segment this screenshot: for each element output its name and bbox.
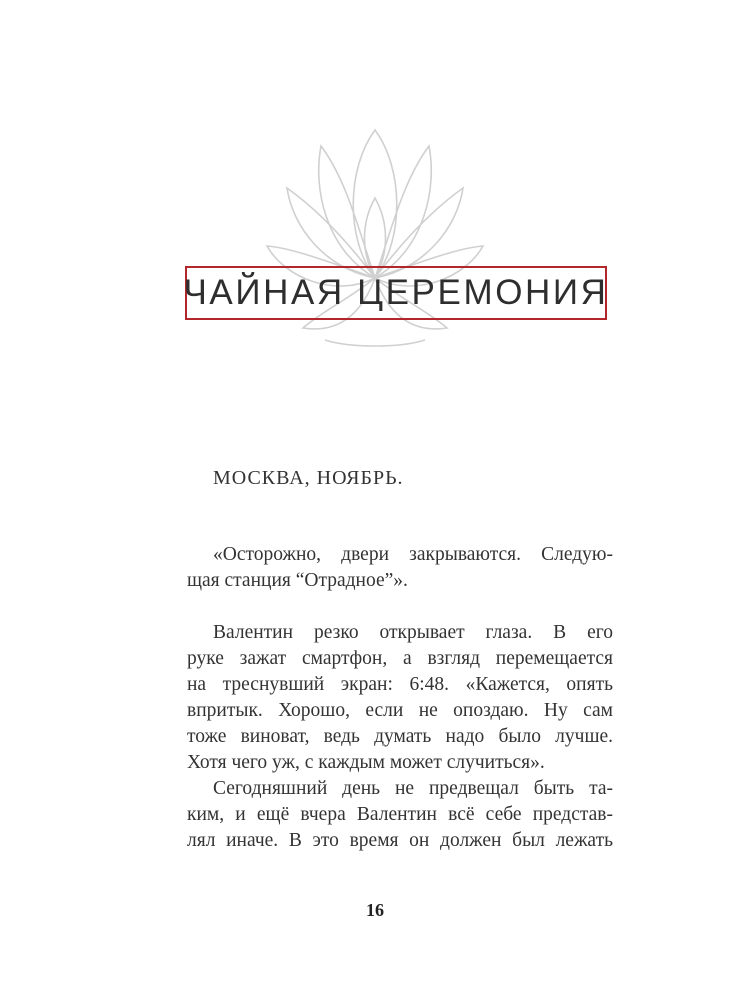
text-line: впритык. Хорошо, если не опоздаю. Ну сам bbox=[187, 700, 613, 721]
text-line: Валентин резко открывает глаза. В его bbox=[213, 622, 613, 643]
text-line: Хотя чего уж, с каждым может случиться». bbox=[187, 752, 545, 773]
body-paragraph bbox=[187, 620, 613, 854]
text-line: лял иначе. В это время он должен был лежать bbox=[187, 830, 613, 851]
opening-quote bbox=[187, 542, 613, 594]
text-line: щая станция “Отрадное”». bbox=[187, 570, 408, 591]
text-line: на треснувший экран: 6:48. «Кажется, опять bbox=[187, 674, 613, 695]
text-line: «Осторожно, двери закрываются. Следую- bbox=[213, 544, 613, 565]
text-line: руке зажат смартфон, а взгляд перемещается bbox=[187, 648, 613, 669]
page-number: 16 bbox=[366, 900, 384, 920]
place-date-heading: МОСКВА, НОЯБРЬ. bbox=[213, 467, 404, 489]
chapter-title: ЧАЙНАЯ ЦЕРЕМОНИЯ bbox=[183, 273, 609, 312]
text-line: Сегодняшний день не предвещал быть та- bbox=[213, 778, 613, 799]
text-line: тоже виноват, ведь думать надо было лучше. bbox=[187, 726, 613, 747]
chapter-title-frame bbox=[185, 266, 607, 320]
text-line: ким, и ещё вчера Валентин всё себе представ- bbox=[187, 804, 613, 825]
